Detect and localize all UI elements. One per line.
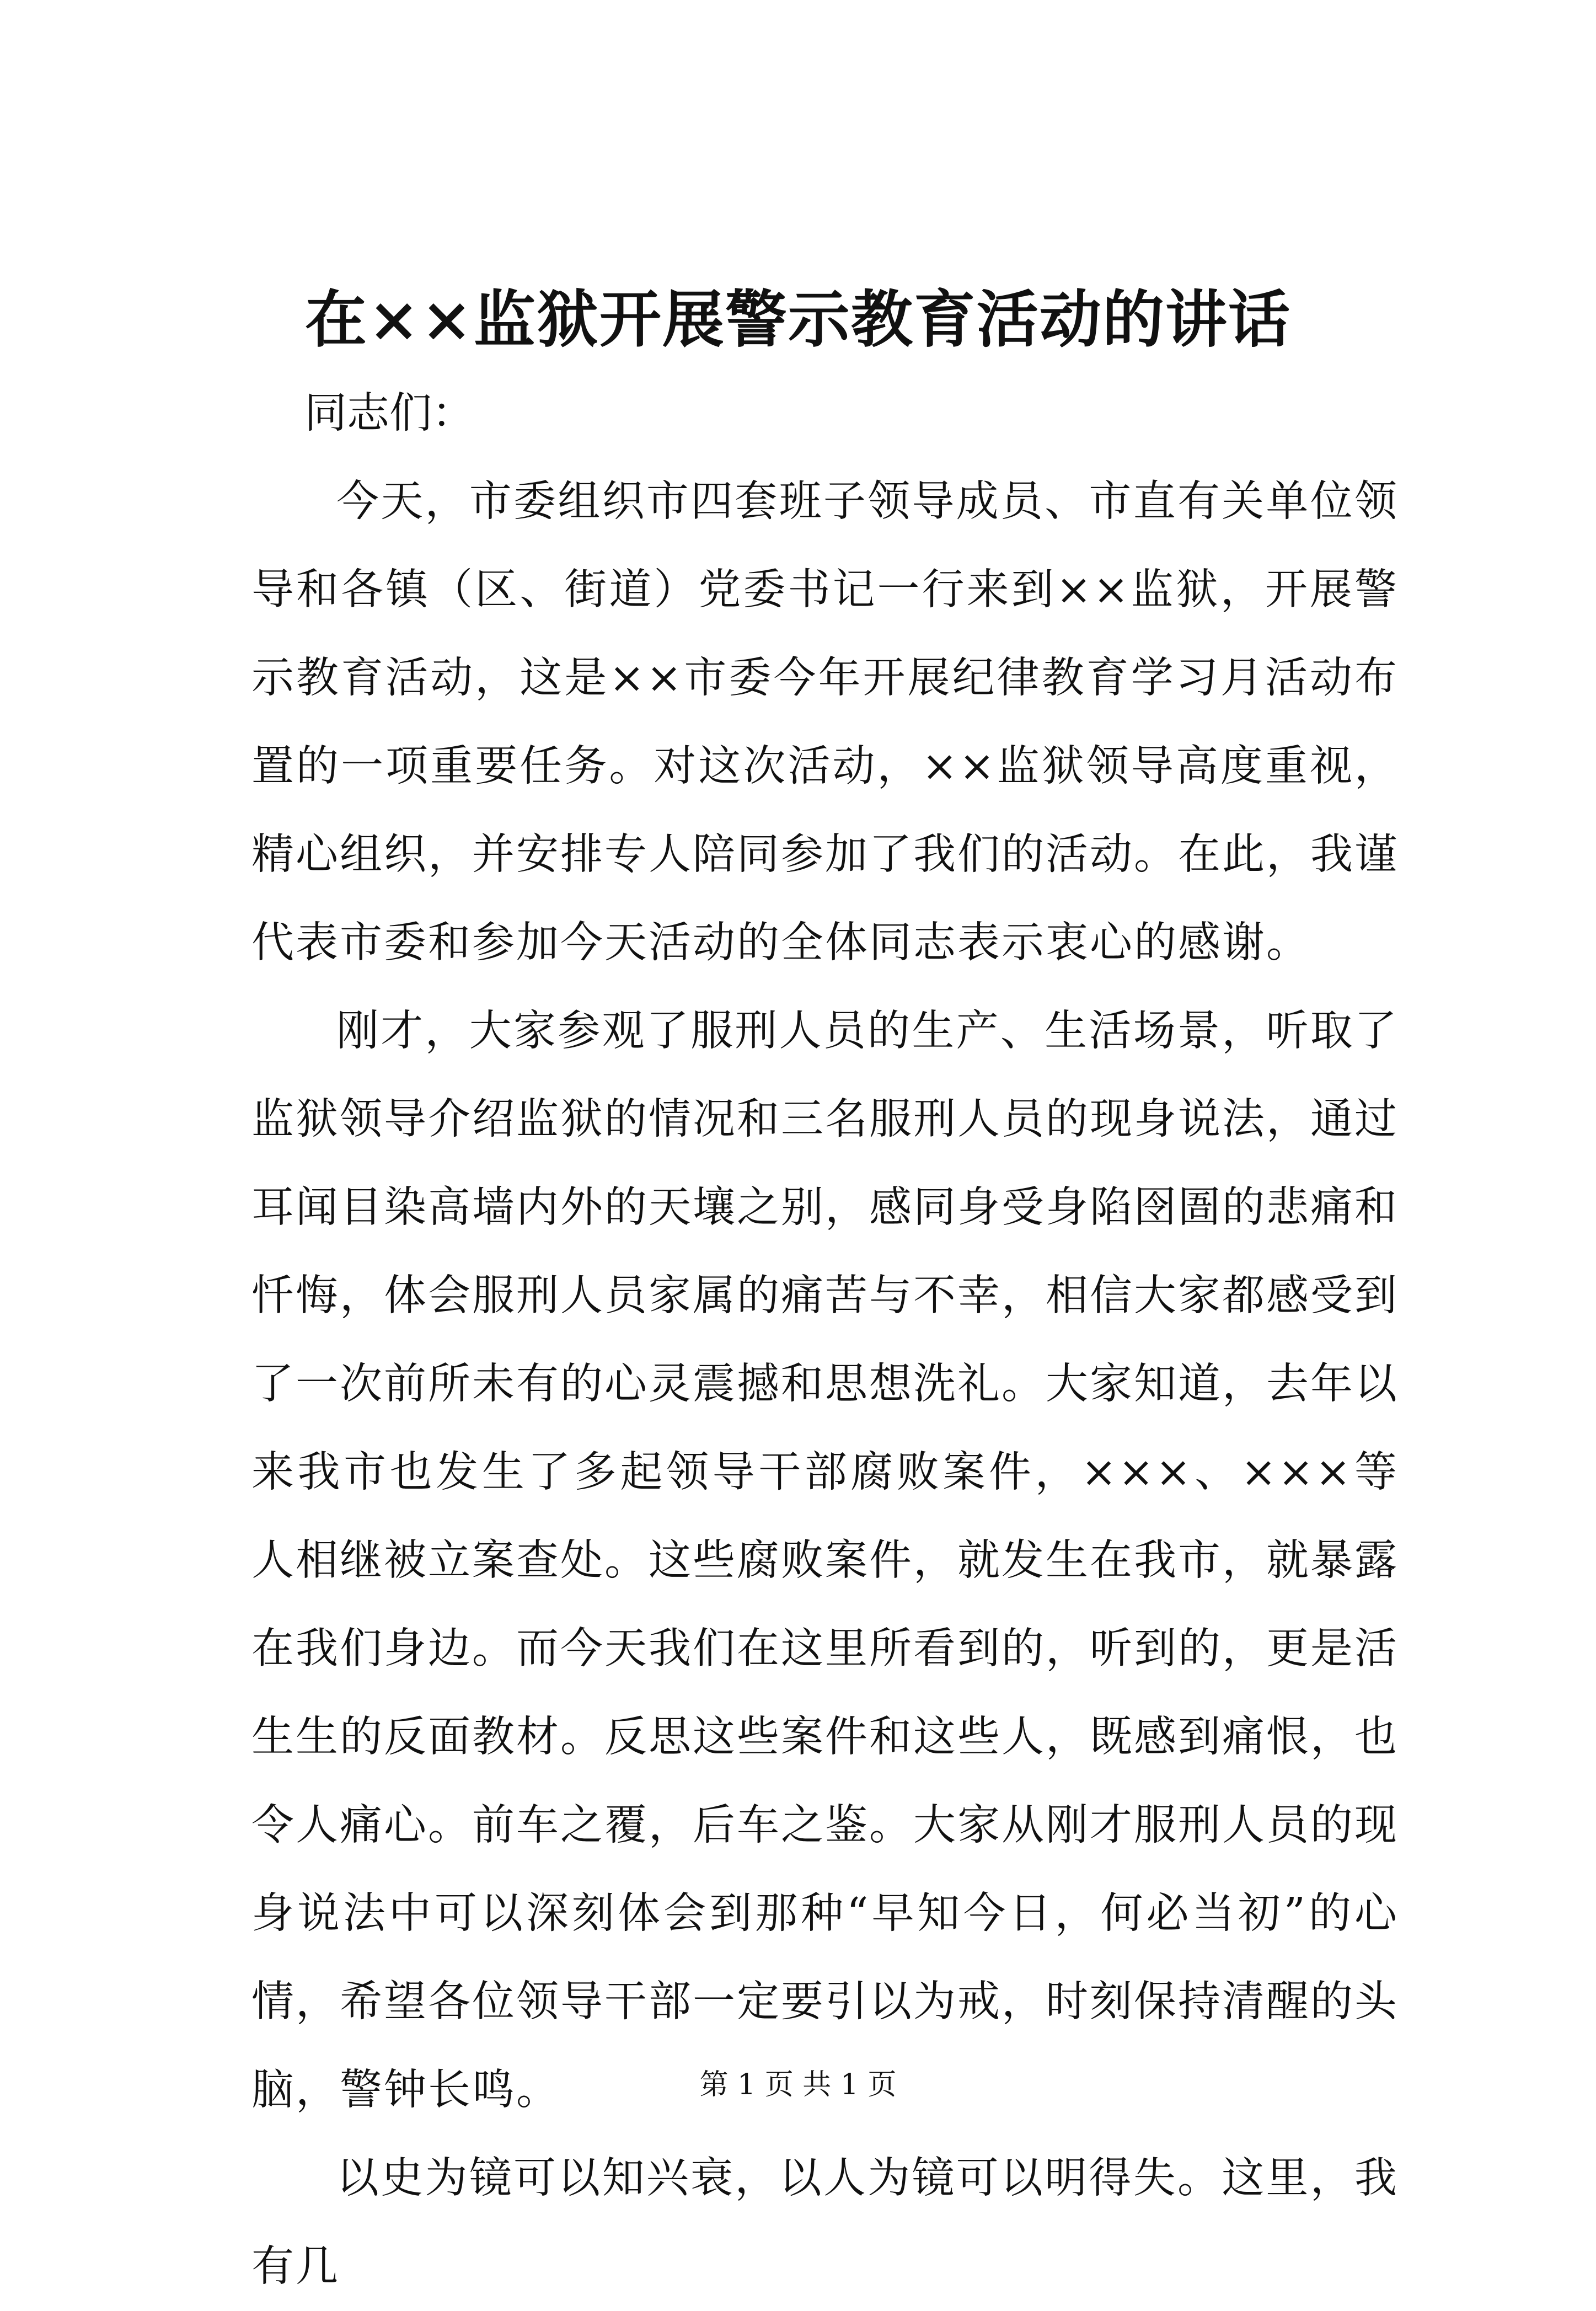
document-body: [251, 370, 1399, 2311]
paragraph-2: 刚才，大家参观了服刑人员的生产、生活场景，听取了监狱领导介绍监狱的情况和三名服刑人员的现身说法，通过耳闻目染高墙内外的天壤之别，感同身受身陷囹圄的悲痛和忏悔，体会服刑人员家属的痛苦与不幸，相信大家都感受到了一次前所未有的心灵震撼和思想洗礼。大家知道，去年以来我市也发生了多起领导干部腐败案件，×××、×××等人相继被立案查处。这些腐败案件，就发生在我市，就暴露在我们身边。而今天我们在这里所看到的，听到的，更是活生生的反面教材。反思这些案件和这些人，既感到痛恨，也令人痛心。前车之覆，后车之鉴。大家从刚才服刑人员的现身说法中可以深刻体会到那种“早知今日，何必当初”的心情，希望各位领导干部一定要引以为戒，时刻保持清醒的头脑，警钟长鸣。: [251, 1007, 1399, 2115]
paragraph-3: 以史为镜可以知兴衰，以人为镜可以明得失。这里，我有几: [251, 2154, 1399, 2291]
page-footer: 第 1 页 共 1 页: [699, 2068, 897, 2101]
salutation: 同志们：: [304, 389, 474, 438]
paragraph-1: 今天，市委组织市四套班子领导成员、市直有关单位领导和各镇（区、街道）党委书记一行来到××监狱，开展警示教育活动，这是××市委今年开展纪律教育学习月活动布置的一项重要任务。对这次活动，××监狱领导高度重视，精心组织，并安排专人陪同参加了我们的活动。在此，我谨代表市委和参加今天活动的全体同志表示衷心的感谢。: [251, 477, 1399, 967]
document-title: 在××监狱开展警示教育活动的讲话: [305, 283, 1291, 356]
